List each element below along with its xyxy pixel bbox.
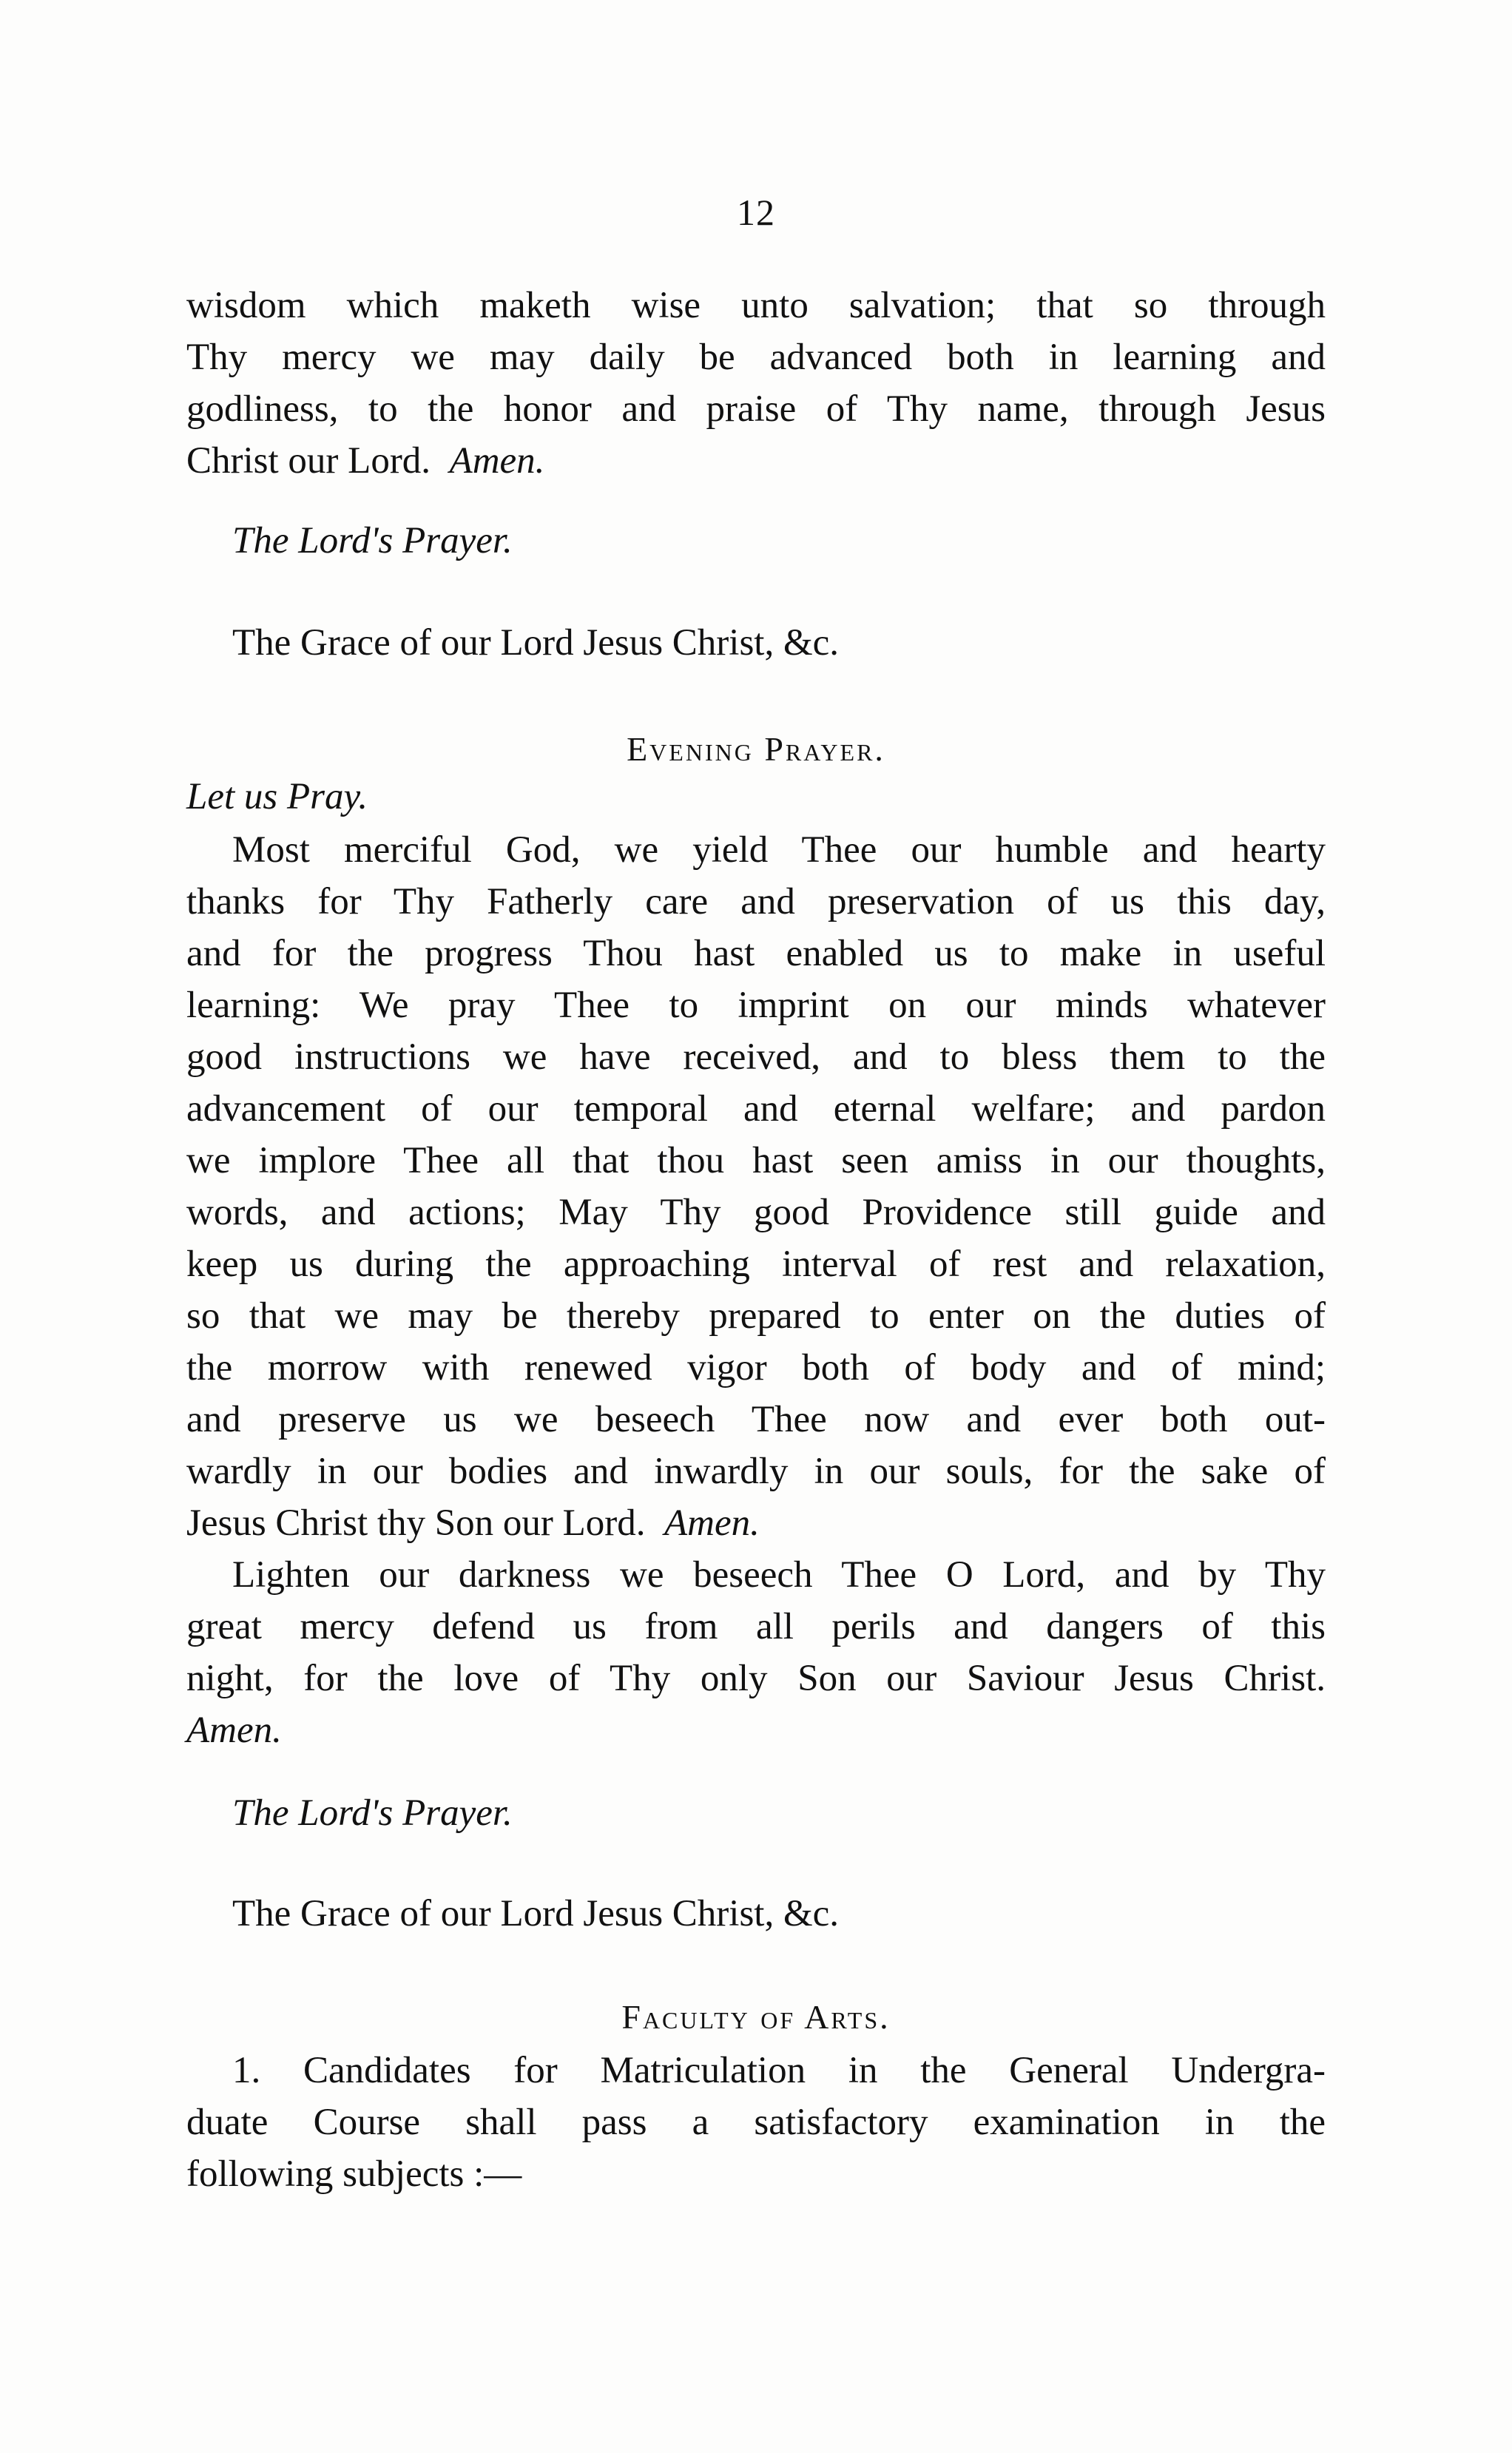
text-line: good instructions we have received, and to bless them to the (186, 1036, 1326, 1078)
amen: Amen. (186, 1710, 282, 1751)
text-line: thanks for Thy Fatherly care and preservation of us this day, (186, 881, 1326, 922)
text-line: learning: We pray Thee to imprint on our minds whatever (186, 985, 1326, 1026)
morning-prayer-ending (186, 280, 1326, 487)
text-line: advancement of our temporal and eternal welfare; and pardon (186, 1088, 1326, 1130)
text-line: keep us during the approaching interval of rest and relaxation, (186, 1244, 1326, 1285)
amen: Amen. (449, 440, 545, 482)
text-line: wardly in our bodies and inwardly in our souls, for the sake of (186, 1451, 1326, 1492)
grace-rubric: The Grace of our Lord Jesus Christ, &c. (232, 622, 840, 664)
text-line-body: Jesus Christ thy Son our Lord. (186, 1502, 646, 1544)
text-line: great mercy defend us from all perils and dangers of this (186, 1606, 1326, 1647)
text-line: Thy mercy we may daily be advanced both in learning and (186, 337, 1326, 378)
section-heading-faculty-of-arts: Faculty of Arts. (621, 1998, 891, 2036)
text-line: duate Course shall pass a satisfactory examination in the (186, 2102, 1326, 2143)
text-line: the morrow with renewed vigor both of body and of mind; (186, 1347, 1326, 1389)
section-heading-evening-prayer: Evening Prayer. (627, 730, 885, 768)
text-line: Most merciful God, we yield Thee our humble and hearty (232, 829, 1326, 871)
text-line: godliness, to the honor and praise of Thy name, through Jesus (186, 388, 1326, 430)
text-line (186, 1497, 1326, 1549)
evening-collect (186, 824, 1326, 1549)
lords-prayer-rubric: The Lord's Prayer. (232, 1792, 513, 1834)
let-us-pray: Let us Pray. (186, 776, 368, 817)
text-line: and for the progress Thou hast enabled us to make in useful (186, 933, 1326, 974)
faculty-rule-1 (186, 2045, 1326, 2200)
text-line: words, and actions; May Thy good Providence still guide and (186, 1192, 1326, 1233)
text-line: night, for the love of Thy only Son our Saviour Jesus Christ. (186, 1658, 1326, 1699)
text-line: wisdom which maketh wise unto salvation; that so through (186, 285, 1326, 326)
text-line (186, 435, 1326, 487)
text-line: and preserve us we beseech Thee now and ever both out- (186, 1399, 1326, 1440)
amen: Amen. (664, 1502, 760, 1544)
text-line: Lighten our darkness we beseech Thee O Lord, and by Thy (232, 1554, 1326, 1596)
grace-rubric: The Grace of our Lord Jesus Christ, &c. (232, 1893, 840, 1934)
lords-prayer-rubric: The Lord's Prayer. (232, 520, 513, 561)
text-line-body: Christ our Lord. (186, 440, 431, 482)
text-line: following subjects :— (186, 2153, 522, 2195)
page-number: 12 (737, 192, 775, 233)
text-line: so that we may be thereby prepared to enter on the duties of (186, 1295, 1326, 1337)
second-evening-collect (186, 1549, 1326, 1756)
text-line: 1. Candidates for Matriculation in the General Undergra- (232, 2050, 1326, 2091)
text-line: we implore Thee all that thou hast seen amiss in our thoughts, (186, 1140, 1326, 1181)
